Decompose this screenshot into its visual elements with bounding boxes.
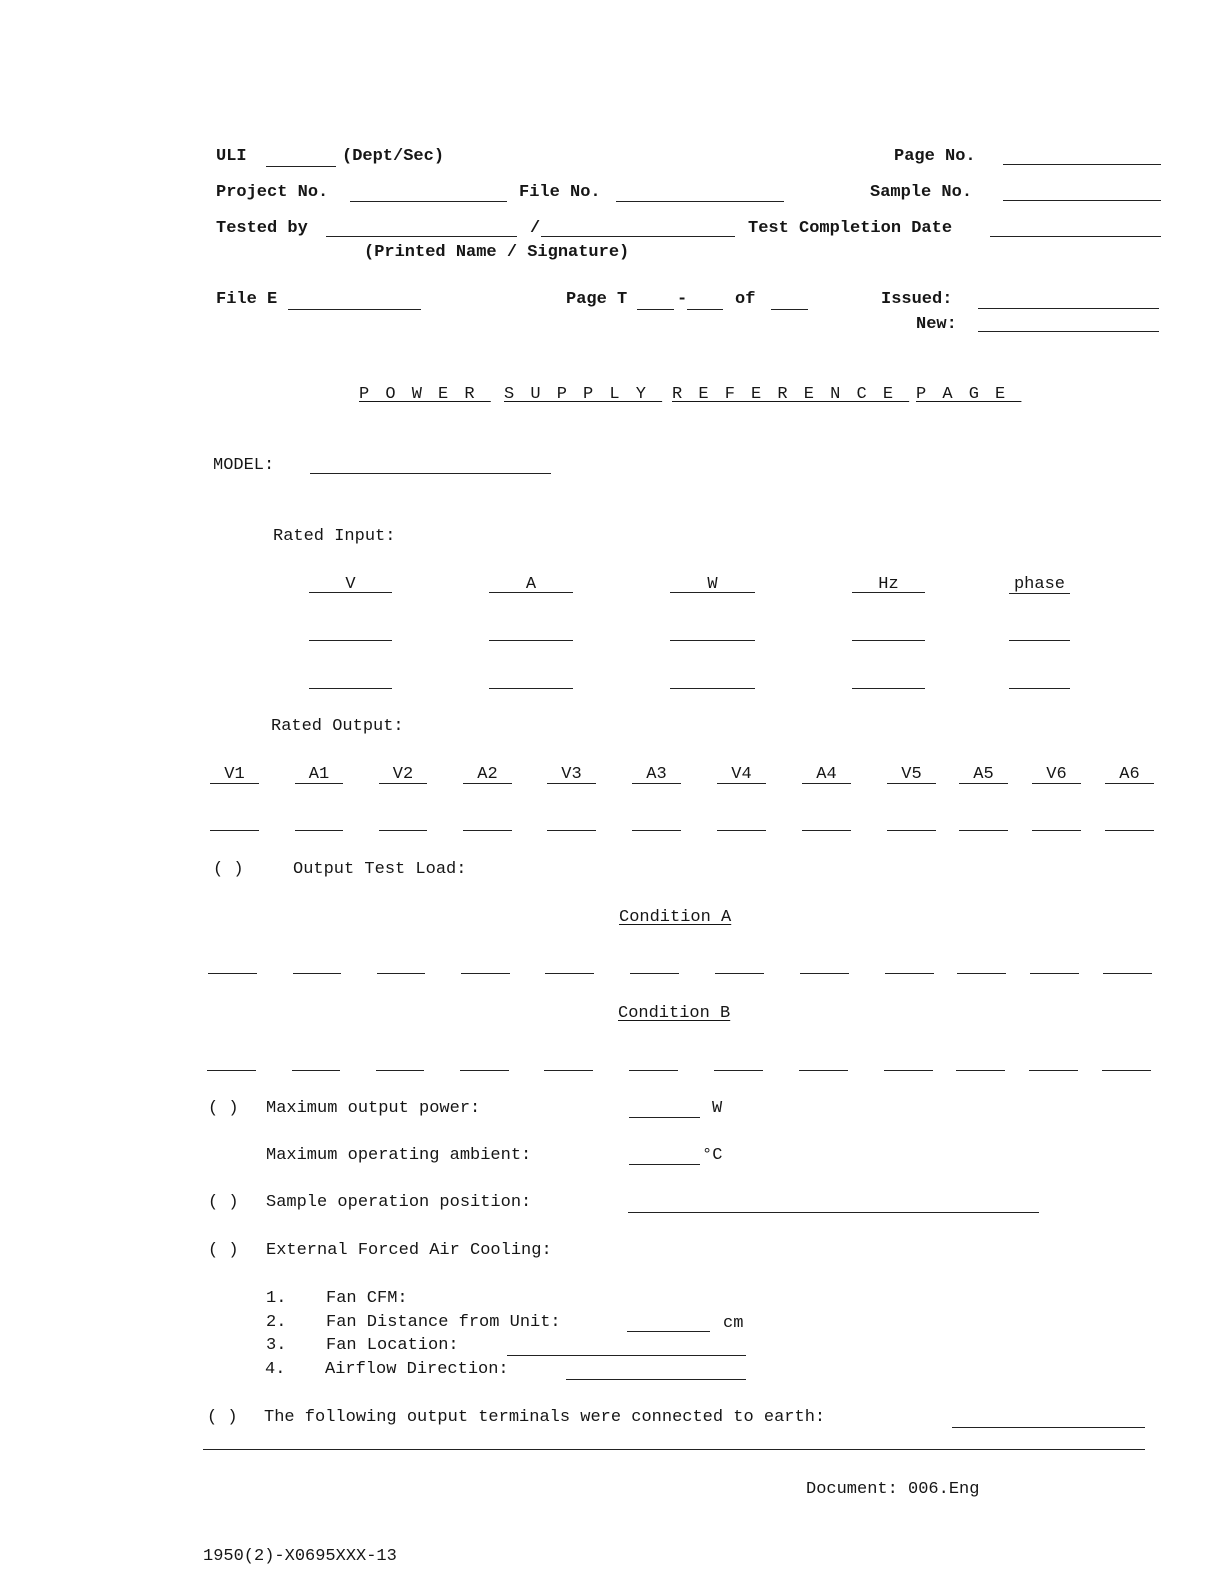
rated-output-a1-header: A1: [308, 765, 330, 784]
rated-output-v2-header-rule: [379, 783, 427, 784]
page-no-label: Page No.: [894, 147, 976, 166]
max-ambient-field[interactable]: [629, 1164, 700, 1165]
sample-no-field[interactable]: [1003, 200, 1161, 201]
rated-output-a1-header-rule: [295, 783, 343, 784]
condition-b-field[interactable]: [292, 1070, 340, 1071]
condition-a-field[interactable]: [800, 973, 849, 974]
tested-by-signature-field[interactable]: [541, 236, 735, 237]
rated-input-a-field[interactable]: [489, 688, 573, 689]
document-id: Document: 006.Eng: [806, 1480, 980, 1499]
page-t-label: Page T: [566, 290, 628, 309]
rated-input-hz-header: Hz: [878, 575, 899, 594]
test-load-label: Output Test Load:: [293, 860, 467, 879]
airflow-direction-label: Airflow Direction:: [325, 1360, 509, 1379]
test-completion-field[interactable]: [990, 236, 1161, 237]
cooling-checkbox[interactable]: ( ): [208, 1241, 239, 1260]
rated-input-v-field[interactable]: [309, 640, 392, 641]
rated-input-v-field[interactable]: [309, 688, 392, 689]
rated-output-a6-header-rule: [1105, 783, 1154, 784]
rated-output-a3-header: A3: [646, 765, 667, 784]
rated-output-a1-field[interactable]: [295, 830, 343, 831]
rated-output-v4-field[interactable]: [717, 830, 766, 831]
condition-b-field[interactable]: [544, 1070, 593, 1071]
rated-output-v3-field[interactable]: [547, 830, 596, 831]
max-output-label: Maximum output power:: [266, 1099, 481, 1118]
uli-field[interactable]: [266, 166, 336, 167]
cooling-label: External Forced Air Cooling:: [266, 1241, 552, 1260]
rated-output-v4-header-rule: [717, 783, 766, 784]
condition-a-field[interactable]: [377, 973, 425, 974]
fan-distance-label: Fan Distance from Unit:: [326, 1313, 561, 1332]
condition-b-field[interactable]: [714, 1070, 763, 1071]
earth-label: The following output terminals were connected to earth:: [264, 1408, 826, 1427]
rated-output-v3-header: V3: [561, 765, 582, 784]
rated-output-a6-header: A6: [1119, 765, 1140, 784]
page-t-end-field[interactable]: [687, 309, 723, 310]
max-output-field[interactable]: [629, 1117, 700, 1118]
rated-output-v5-field[interactable]: [887, 830, 936, 831]
page-t-start-field[interactable]: [637, 309, 674, 310]
earth-field[interactable]: [952, 1427, 1145, 1428]
condition-a-field[interactable]: [1030, 973, 1079, 974]
fan-distance-field[interactable]: [627, 1331, 710, 1332]
rated-input-w-header-rule: [670, 592, 755, 593]
project-no-field[interactable]: [350, 201, 507, 202]
fan-distance-unit: cm: [723, 1314, 744, 1333]
title-word-supply: SUPPLY: [504, 385, 663, 404]
rated-output-a2-header-rule: [463, 783, 512, 784]
rated-input-w-field[interactable]: [670, 640, 755, 641]
condition-b-field[interactable]: [460, 1070, 509, 1071]
rated-output-a3-field[interactable]: [632, 830, 681, 831]
file-no-label: File No.: [519, 183, 601, 202]
fan-location-label: Fan Location:: [326, 1336, 459, 1355]
max-ambient-label: Maximum operating ambient:: [266, 1146, 532, 1165]
rated-output-v6-header-rule: [1032, 783, 1081, 784]
rated-output-v4-header: V4: [731, 765, 752, 784]
slash: /: [530, 219, 541, 238]
page-dash: -: [677, 290, 688, 309]
cooling-item-number: 2.: [266, 1313, 287, 1332]
rated-input-w-header: W: [707, 575, 718, 594]
of-label: of: [735, 290, 756, 309]
model-label: MODEL:: [213, 456, 275, 475]
rated-output-v6-header: V6: [1046, 765, 1067, 784]
condition-a-field[interactable]: [545, 973, 594, 974]
condition-a-field[interactable]: [461, 973, 510, 974]
condition-a-field[interactable]: [715, 973, 764, 974]
rated-output-a5-field[interactable]: [959, 830, 1008, 831]
tested-by-name-field[interactable]: [326, 236, 517, 237]
rated-output-v6-field[interactable]: [1032, 830, 1081, 831]
tested-by-label: Tested by: [216, 219, 308, 238]
condition-a-field[interactable]: [293, 973, 341, 974]
rated-output-a4-header: A4: [816, 765, 837, 784]
condition-b-field[interactable]: [1029, 1070, 1078, 1071]
condition-b-field[interactable]: [956, 1070, 1005, 1071]
rated-output-v1-header-rule: [210, 783, 259, 784]
page-no-field[interactable]: [1003, 164, 1161, 165]
model-field[interactable]: [310, 473, 551, 474]
fan-cfm-label: Fan CFM:: [326, 1289, 408, 1308]
rated-output-a4-header-rule: [802, 783, 851, 784]
rated-input-phase-header-rule: [1009, 593, 1070, 594]
condition-b-field[interactable]: [376, 1070, 424, 1071]
fan-location-field[interactable]: [507, 1355, 746, 1356]
rated-output-label: Rated Output:: [271, 717, 404, 736]
form-code: 1950(2)-X0695XXX-13: [203, 1547, 397, 1566]
condition-a-field[interactable]: [957, 973, 1006, 974]
condition-a-field[interactable]: [885, 973, 934, 974]
rated-output-a2-field[interactable]: [463, 830, 512, 831]
cooling-item-number: 4.: [265, 1360, 286, 1379]
rated-output-a2-header: A2: [477, 765, 498, 784]
cooling-item-number: 1.: [266, 1289, 287, 1308]
issued-field[interactable]: [978, 308, 1159, 309]
dept-sec-label: (Dept/Sec): [342, 147, 445, 166]
sample-position-checkbox[interactable]: ( ): [208, 1193, 239, 1212]
condition-b-field[interactable]: [207, 1070, 256, 1071]
sample-position-label: Sample operation position:: [266, 1193, 532, 1212]
max-output-unit: W: [712, 1099, 723, 1118]
rated-output-a5-header: A5: [973, 765, 994, 784]
condition-b-label: Condition B: [618, 1004, 731, 1023]
condition-b-field[interactable]: [1102, 1070, 1151, 1071]
uli-label: ULI: [216, 147, 247, 166]
condition-a-field[interactable]: [630, 973, 679, 974]
rated-output-v1-field[interactable]: [210, 830, 259, 831]
page-total-field[interactable]: [771, 309, 808, 310]
rated-output-v2-field[interactable]: [379, 830, 427, 831]
title-word-reference: REFERENCE: [672, 385, 910, 404]
sample-position-field[interactable]: [628, 1212, 1039, 1213]
rated-input-phase-field[interactable]: [1009, 640, 1070, 641]
rated-input-v-header: V: [345, 575, 356, 594]
rated-input-phase-header: phase: [1013, 575, 1065, 594]
test-completion-label: Test Completion Date: [748, 219, 953, 238]
rated-output-v1-header: V1: [224, 765, 245, 784]
rated-input-a-header: A: [525, 575, 537, 594]
rated-input-phase-field[interactable]: [1009, 688, 1070, 689]
file-e-field[interactable]: [288, 309, 421, 310]
printed-name-caption: (Printed Name / Signature): [364, 243, 630, 262]
rated-output-v5-header: V5: [901, 765, 922, 784]
rated-output-a5-header-rule: [959, 783, 1008, 784]
title-word-page: PAGE: [916, 385, 1022, 404]
title-word-power: POWER: [359, 385, 491, 404]
file-no-field[interactable]: [616, 201, 784, 202]
rated-input-hz-field[interactable]: [852, 640, 925, 641]
earth-field-continuation[interactable]: [203, 1449, 1145, 1450]
rated-input-v-header-rule: [309, 592, 392, 593]
new-field[interactable]: [978, 331, 1159, 332]
rated-input-w-field[interactable]: [670, 688, 755, 689]
issued-label: Issued:: [881, 290, 953, 309]
cooling-item-number: 3.: [266, 1336, 287, 1355]
sample-no-label: Sample No.: [870, 183, 973, 202]
rated-input-hz-header-rule: [852, 592, 925, 593]
rated-output-a4-field[interactable]: [802, 830, 851, 831]
earth-checkbox[interactable]: ( ): [207, 1408, 238, 1427]
project-no-label: Project No.: [216, 183, 329, 202]
condition-a-label: Condition A: [619, 908, 732, 927]
condition-a-field[interactable]: [208, 973, 257, 974]
rated-output-a3-header-rule: [632, 783, 681, 784]
airflow-direction-field[interactable]: [566, 1379, 746, 1380]
file-e-label: File E: [216, 290, 278, 309]
max-ambient-unit: °C: [702, 1146, 723, 1165]
rated-output-v3-header-rule: [547, 783, 596, 784]
rated-input-a-header-rule: [489, 592, 573, 593]
condition-b-field[interactable]: [884, 1070, 933, 1071]
rated-output-v5-header-rule: [887, 783, 936, 784]
condition-a-field[interactable]: [1103, 973, 1152, 974]
rated-input-a-field[interactable]: [489, 640, 573, 641]
rated-output-a6-field[interactable]: [1105, 830, 1154, 831]
rated-output-v2-header: V2: [392, 765, 414, 784]
rated-input-hz-field[interactable]: [852, 688, 925, 689]
rated-input-label: Rated Input:: [273, 527, 396, 546]
new-label: New:: [916, 315, 957, 334]
max-output-checkbox[interactable]: ( ): [208, 1099, 239, 1118]
test-load-checkbox[interactable]: ( ): [213, 860, 244, 879]
condition-b-field[interactable]: [799, 1070, 848, 1071]
condition-b-field[interactable]: [629, 1070, 678, 1071]
